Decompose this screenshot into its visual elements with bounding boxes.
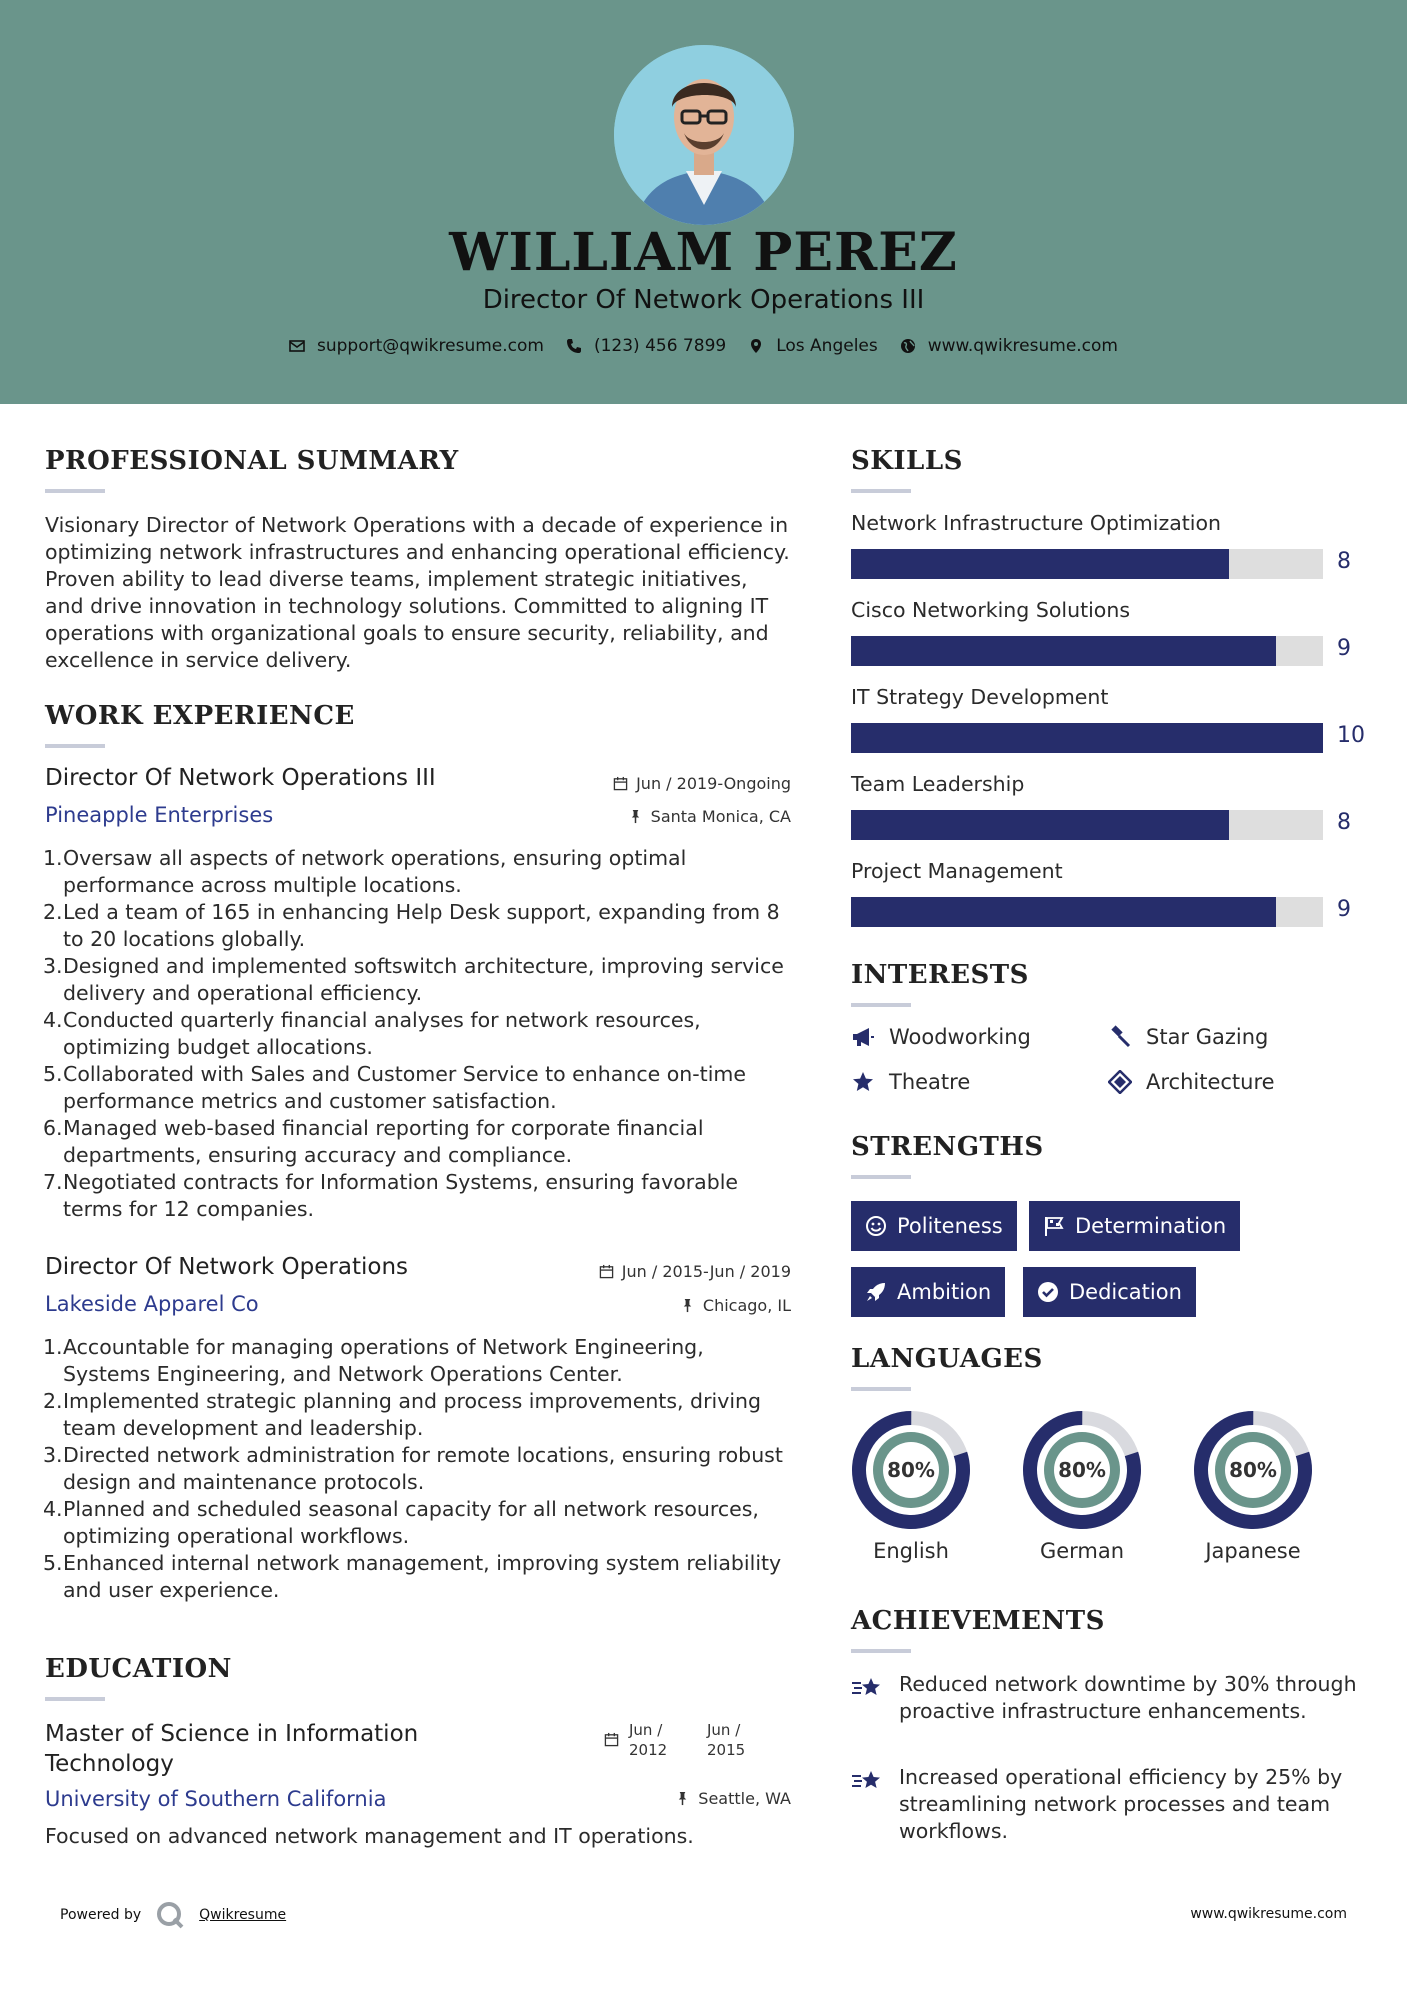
map-marker-icon <box>748 338 764 354</box>
job-bullets <box>45 845 795 1223</box>
language-ring <box>1021 1409 1143 1531</box>
contact-location <box>748 336 878 356</box>
strength-badge <box>1029 1201 1240 1251</box>
phone-icon <box>566 338 582 354</box>
strength-label: Politeness <box>897 1214 1003 1238</box>
bullet-number: 2. <box>43 1389 63 1413</box>
skill-value: 8 <box>1337 810 1351 835</box>
strength-label: Determination <box>1075 1214 1227 1238</box>
job-dates <box>560 1262 791 1281</box>
header-banner <box>0 0 1407 404</box>
bullet-number: 5. <box>43 1551 63 1575</box>
skills-heading: SKILLS <box>851 446 963 476</box>
job-company: Pineapple Enterprises <box>45 803 274 827</box>
degree: Master of Science in Information Technology <box>45 1721 419 1777</box>
strength-badge <box>851 1201 1017 1251</box>
skill-bar-track <box>851 723 1323 753</box>
strengths-rule <box>851 1175 911 1179</box>
interest-label: Architecture <box>1146 1070 1275 1094</box>
skill-value: 10 <box>1337 723 1365 748</box>
list-item <box>45 1169 795 1223</box>
job-role: Director Of Network Operations III <box>45 765 436 791</box>
strength-badge <box>1023 1267 1196 1317</box>
email-text: support@qwikresume.com <box>317 336 544 356</box>
contact-phone[interactable] <box>566 336 726 356</box>
job-dates-text: Jun / 2019-Ongoing <box>636 774 791 793</box>
profile-photo <box>614 45 794 225</box>
phone-text: (123) 456 7899 <box>593 336 727 356</box>
job-bullets <box>45 1334 795 1604</box>
skill-value: 9 <box>1337 636 1351 661</box>
rocket-icon <box>865 1281 887 1303</box>
job-company: Lakeside Apparel Co <box>45 1292 259 1316</box>
education-rule <box>45 1697 105 1701</box>
language-percent: 80% <box>1229 1458 1277 1482</box>
list-item <box>45 899 795 953</box>
strength-label: Ambition <box>897 1280 992 1304</box>
list-item <box>45 1442 795 1496</box>
skill-name: Team Leadership <box>851 772 1025 796</box>
powered-by-text: Powered by <box>60 1907 142 1923</box>
skill-name: Project Management <box>851 859 1063 883</box>
bullet-text: Enhanced internal network management, improving system reliability and user experience. <box>63 1551 782 1602</box>
skill-name: Network Infrastructure Optimization <box>851 511 1222 535</box>
education-location <box>560 1789 791 1808</box>
skill-bar-fill <box>851 549 1229 579</box>
globe-icon <box>900 338 916 354</box>
list-item <box>45 953 795 1007</box>
skill-bar-fill <box>851 636 1276 666</box>
star-icon <box>851 1070 875 1094</box>
list-item <box>45 1007 795 1061</box>
skill-bar-fill <box>851 810 1229 840</box>
interests-rule <box>851 1003 911 1007</box>
interest-label: Woodworking <box>889 1025 1031 1049</box>
strength-badge <box>851 1267 1005 1317</box>
gavel-icon <box>1108 1025 1132 1049</box>
pushpin-icon <box>680 1298 695 1313</box>
education-dates <box>604 1720 761 1760</box>
skill-value: 9 <box>1337 897 1351 922</box>
education-end: Jun / 2015 <box>707 1721 746 1759</box>
education-heading: EDUCATION <box>45 1654 232 1684</box>
skill-name: Cisco Networking Solutions <box>851 598 1131 622</box>
bullet-number: 1. <box>43 846 63 870</box>
pushpin-icon <box>628 809 643 824</box>
pushpin-icon <box>675 1791 690 1806</box>
language-ring <box>1192 1409 1314 1531</box>
job-dates-text: Jun / 2015-Jun / 2019 <box>621 1262 791 1281</box>
megaphone-icon <box>851 1025 875 1049</box>
calendar-icon <box>613 776 628 791</box>
check-circle-icon <box>1037 1281 1059 1303</box>
achievement-text: Increased operational efficiency by 25% by streamlining network processes and team workflows. <box>899 1765 1343 1843</box>
bullet-text: Oversaw all aspects of network operations, ensuring optimal performance across multiple locations. <box>63 846 687 897</box>
list-item <box>45 1115 795 1169</box>
calendar-icon <box>604 1732 619 1747</box>
shooting-star-icon <box>851 1766 885 1794</box>
brand-link[interactable]: Qwikresume <box>199 1907 287 1923</box>
skill-value: 8 <box>1337 549 1351 574</box>
language-item <box>1192 1409 1314 1563</box>
bullet-number: 6. <box>43 1116 63 1140</box>
language-name: German <box>1039 1539 1125 1563</box>
candidate-title: Director Of Network Operations III <box>482 285 925 315</box>
interest-item <box>1108 1025 1268 1049</box>
bullet-number: 4. <box>43 1497 63 1521</box>
list-item <box>45 1388 795 1442</box>
list-item <box>45 1061 795 1115</box>
shooting-star-icon <box>851 1673 885 1701</box>
flag-icon <box>1043 1215 1065 1237</box>
list-item <box>45 1496 795 1550</box>
contact-website[interactable] <box>900 336 1118 356</box>
skills-rule <box>851 489 911 493</box>
bullet-text: Accountable for managing operations of Network Engineering, Systems Engineering, and Network Operations Center. <box>63 1335 704 1386</box>
language-item <box>850 1409 972 1563</box>
language-name: English <box>873 1539 949 1563</box>
interests-heading: INTERESTS <box>851 960 1029 990</box>
achievements-heading: ACHIEVEMENTS <box>851 1606 1105 1636</box>
job-location <box>560 807 791 826</box>
bullet-text: Planned and scheduled seasonal capacity for all network resources, optimizing operational workflows. <box>63 1497 759 1548</box>
bullet-text: Led a team of 165 in enhancing Help Desk support, expanding from 8 to 20 locations globally. <box>63 900 780 951</box>
education-note: Focused on advanced network management and IT operations. <box>45 1824 694 1848</box>
bullet-text: Designed and implemented softswitch architecture, improving service delivery and operational efficiency. <box>63 954 784 1005</box>
education-location-text: Seattle, WA <box>698 1789 791 1808</box>
skill-bar-fill <box>851 723 1323 753</box>
list-item <box>45 1550 795 1604</box>
bullet-text: Implemented strategic planning and process improvements, driving team development and leadership. <box>63 1389 762 1440</box>
job-location-text: Santa Monica, CA <box>650 807 791 826</box>
achievements-rule <box>851 1649 911 1653</box>
footer-powered-by <box>60 1900 286 1930</box>
school: University of Southern California <box>45 1787 387 1811</box>
experience-heading: WORK EXPERIENCE <box>45 701 355 731</box>
strength-label: Dedication <box>1069 1280 1182 1304</box>
footer-url[interactable]: www.qwikresume.com <box>1190 1906 1347 1922</box>
bullet-number: 5. <box>43 1062 63 1086</box>
interest-label: Theatre <box>889 1070 971 1094</box>
website-text: www.qwikresume.com <box>927 336 1118 356</box>
summary-heading: PROFESSIONAL SUMMARY <box>45 446 459 476</box>
ticket-icon <box>1108 1070 1132 1094</box>
skill-bar-track <box>851 897 1323 927</box>
summary-rule <box>45 489 105 493</box>
achievement-item <box>851 1671 1371 1725</box>
language-percent: 80% <box>887 1458 935 1482</box>
language-item <box>1021 1409 1143 1563</box>
experience-rule <box>45 744 105 748</box>
bullet-number: 4. <box>43 1008 63 1032</box>
strengths-heading: STRENGTHS <box>851 1132 1044 1162</box>
languages-heading: LANGUAGES <box>851 1344 1043 1374</box>
location-text: Los Angeles <box>776 336 878 356</box>
bullet-text: Collaborated with Sales and Customer Service to enhance on-time performance metrics and customer satisfaction. <box>63 1062 746 1113</box>
list-item <box>45 845 795 899</box>
education-start: Jun / 2012 <box>629 1721 668 1759</box>
skill-bar-track <box>851 636 1323 666</box>
language-percent: 80% <box>1058 1458 1106 1482</box>
bullet-text: Directed network administration for remote locations, ensuring robust design and maintenance protocols. <box>63 1443 783 1494</box>
interest-item <box>851 1070 970 1094</box>
language-ring <box>850 1409 972 1531</box>
list-item <box>45 1334 795 1388</box>
smile-icon <box>865 1215 887 1237</box>
job-location-text: Chicago, IL <box>702 1296 791 1315</box>
skill-bar-fill <box>851 897 1276 927</box>
language-name: Japanese <box>1205 1539 1301 1563</box>
job-dates <box>560 774 791 793</box>
skill-name: IT Strategy Development <box>851 685 1109 709</box>
envelope-icon <box>289 338 305 354</box>
bullet-number: 3. <box>43 954 63 978</box>
calendar-icon <box>599 1264 614 1279</box>
bullet-text: Managed web-based financial reporting for corporate financial departments, ensuring accuracy and compliance. <box>63 1116 704 1167</box>
skill-bar-track <box>851 810 1323 840</box>
candidate-name: WILLIAM PEREZ <box>449 222 958 283</box>
contact-email[interactable] <box>289 336 544 356</box>
summary-text: Visionary Director of Network Operations with a decade of experience in optimizing network infrastructures and enhancing operational efficiency. Proven ability to lead diverse teams, implement strategic initiatives, and drive innovation in technology solutions. Committed to aligning IT operations with organizational goals to ensure security, reliability, and excellence in service delivery. <box>45 513 790 672</box>
job-role: Director Of Network Operations <box>45 1254 409 1280</box>
languages-rule <box>851 1387 911 1391</box>
interest-item <box>851 1025 1031 1049</box>
interest-item <box>1108 1070 1275 1094</box>
bullet-number: 7. <box>43 1170 63 1194</box>
bullet-number: 1. <box>43 1335 63 1359</box>
bullet-number: 2. <box>43 900 63 924</box>
bullet-number: 3. <box>43 1443 63 1467</box>
qwikresume-logo-icon <box>155 1900 185 1930</box>
contact-bar <box>0 336 1407 356</box>
interest-label: Star Gazing <box>1146 1025 1269 1049</box>
achievement-item <box>851 1764 1371 1845</box>
job-location <box>560 1296 791 1315</box>
achievement-text: Reduced network downtime by 30% through proactive infrastructure enhancements. <box>899 1672 1357 1723</box>
bullet-text: Negotiated contracts for Information Systems, ensuring favorable terms for 12 companies. <box>63 1170 739 1221</box>
skill-bar-track <box>851 549 1323 579</box>
bullet-text: Conducted quarterly financial analyses for network resources, optimizing budget allocations. <box>63 1008 701 1059</box>
